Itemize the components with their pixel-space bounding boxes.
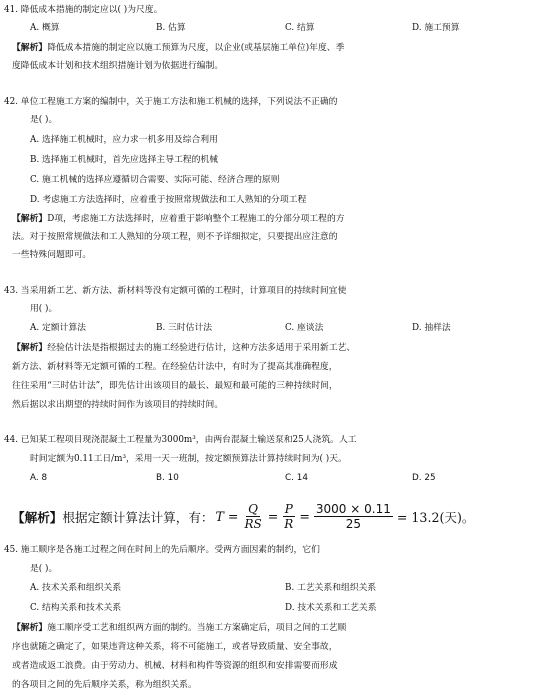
- q45-options-row-2: [0, 600, 553, 617]
- q44-stem-line-2: 时间定额为0.11工日/m³，采用一天一班制，按定额预算法计算持续时间为( )天。: [30, 454, 347, 464]
- q41-option-b: B. 估算: [156, 23, 186, 33]
- q44-options: [0, 470, 553, 487]
- q43-analysis-text-1: 经验估计法是指根据过去的施工经验进行估计，这种方法多适用于采用新工艺、: [47, 343, 356, 353]
- q43-option-d: D. 抽样法: [412, 323, 451, 333]
- q42-analysis-tag: 【解析】: [12, 214, 48, 224]
- q44-option-c: C. 14: [285, 473, 308, 483]
- q45-analysis-text-1: 施工顺序受工艺和组织两方面的制约。当施工方案确定后，项目之间的工艺顺: [47, 623, 347, 633]
- q43-option-a: A. 定额计算法: [30, 323, 86, 333]
- q42-analysis-line-2: 法。对于按照常规做法和工人熟知的分项工程，则不予详细拟定，只要提出应注意的: [12, 232, 338, 242]
- q42-option-b: B. 选择施工机械时，首先应选择主导工程的机械: [30, 155, 218, 165]
- q45-analysis-line-2: 序也就随之确定了，如果违背这种关系，将不可能施工，或者导致质量、安全事故，: [12, 642, 338, 652]
- q41-analysis-text-1: 降低成本措施的制定应以施工预算为尺度，以企业(或基层施工单位)年度、季: [47, 43, 345, 53]
- q45-option-d: D. 技术关系和工艺关系: [285, 603, 377, 613]
- q43-analysis-tag: 【解析】: [12, 343, 48, 353]
- formula-fraction-values: [314, 502, 393, 531]
- q42-analysis-line-1: [12, 211, 553, 228]
- q44-analysis-prefix: 根据定额计算法计算，有：: [62, 509, 214, 525]
- q45-stem-line-1: 45. 施工顺序是各施工过程之间在时间上的先后顺序。受两方面因素的制约，它们: [4, 545, 320, 555]
- formula-lhs: T =: [215, 508, 239, 524]
- q42-option-a: A. 选择施工机械时，应力求一机多用及综合利用: [30, 135, 218, 145]
- formula-denominator-rs: RS: [244, 516, 262, 531]
- q41-option-c: C. 结算: [285, 23, 315, 33]
- q43-stem-line-2: 用( )。: [30, 304, 58, 314]
- q41-analysis-line-1: [12, 40, 553, 57]
- q43-option-b: B. 三时估计法: [156, 323, 213, 333]
- q44-analysis-formula: [12, 498, 474, 534]
- q44-option-d: D. 25: [412, 473, 436, 483]
- q45-stem-line-2: 是( )。: [30, 564, 58, 574]
- q42-stem-line-2: 是( )。: [30, 115, 58, 125]
- formula-numerator-values: 3000 × 0.11: [315, 501, 391, 516]
- formula-equals-2: =: [299, 508, 310, 524]
- q45-option-b: B. 工艺关系和组织关系: [285, 583, 377, 593]
- q44-stem-line-1: 44. 已知某工程项目现浇混凝土工程量为3000m³，由两台混凝土输送泵和25人浇筑。人工: [4, 435, 357, 445]
- q45-analysis-line-3: 或者造成返工浪费。由于劳动力、机械、材料和构件等资源的组织和安排需要而形成: [12, 661, 338, 671]
- formula-denominator-r: R: [284, 516, 294, 531]
- formula-result: = 13.2(天)。: [396, 509, 475, 525]
- q45-analysis-tag: 【解析】: [12, 623, 48, 633]
- q43-analysis-line-1: [12, 340, 553, 357]
- q45-analysis-line-1: [12, 620, 553, 637]
- q45-analysis-line-4: 的各项目之间的先后顺序关系，称为组织关系。: [12, 680, 197, 690]
- q43-option-c: C. 座谈法: [285, 323, 324, 333]
- q44-option-b: B. 10: [156, 473, 179, 483]
- formula-numerator-p: P: [284, 501, 293, 516]
- formula-numerator-q: Q: [248, 501, 259, 516]
- q41-options: [0, 20, 553, 37]
- q42-stem-line-1: 42. 单位工程施工方案的编制中，关于施工方法和施工机械的选择，下列说法不正确的: [4, 97, 338, 107]
- q44-analysis-tag: 【解析】: [12, 509, 63, 525]
- q42-analysis-text-1: D项，考虑施工方法选择时，应着重于影响整个工程施工的分部分项工程的方: [47, 214, 345, 224]
- q42-option-c: C. 施工机械的选择应遵循切合需要、实际可能、经济合理的原则: [30, 175, 280, 185]
- q43-analysis-line-2: 新方法、新材料等无定额可循的工程。在经验估计法中，有时为了提高其准确程度，: [12, 362, 338, 372]
- formula-denominator-values: 25: [345, 516, 362, 531]
- q43-stem-line-1: 43. 当采用新工艺、新方法、新材料等没有定额可循的工程时，计算项目的持续时间宜使: [4, 286, 347, 296]
- q42-option-d: D. 考虑施工方法选择时，应着重于按照常规做法和工人熟知的分项工程: [30, 195, 307, 205]
- q43-analysis-line-4: 然后据以求出期望的持续时间作为该项目的持续时间。: [12, 400, 224, 410]
- q44-option-a: A. 8: [30, 473, 48, 483]
- formula-equals-1: =: [267, 508, 279, 524]
- q45-options-row-1: [0, 580, 553, 597]
- q41-option-a: A. 概算: [30, 23, 60, 33]
- q41-option-d: D. 施工预算: [412, 23, 460, 33]
- formula-fraction-q-rs: [242, 502, 263, 531]
- formula-fraction-p-r: [282, 502, 295, 531]
- q41-stem: 41. 降低成本措施的制定应以( )为尺度。: [4, 5, 163, 15]
- q41-analysis-line-2: 度降低成本计划和技术组织措施计划为依据进行编制。: [12, 61, 224, 71]
- q43-analysis-line-3: 往往采用“三时估计法”，即先估计出该项目的最长、最短和最可能的三种持续时间，: [12, 381, 338, 391]
- q43-options: [0, 320, 553, 337]
- q45-option-a: A. 技术关系和组织关系: [30, 583, 122, 593]
- q41-analysis-tag: 【解析】: [12, 43, 48, 53]
- q45-option-c: C. 结构关系和技术关系: [30, 603, 122, 613]
- q42-analysis-line-3: 一些特殊问题即可。: [12, 250, 92, 260]
